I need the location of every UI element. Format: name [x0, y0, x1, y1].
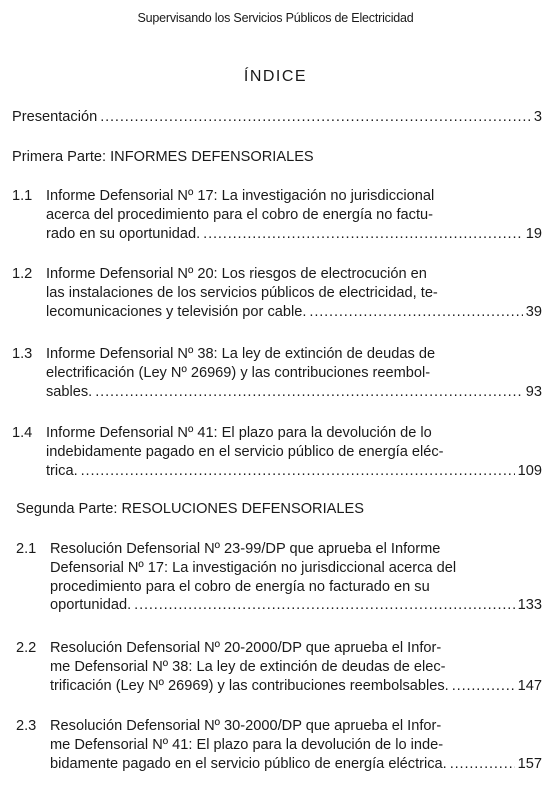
toc-entry-line: Defensorial Nº 17: La investigación no jurisdiccional acerca del [50, 559, 457, 576]
leader-dots [95, 383, 523, 402]
part-heading-1: Primera Parte: INFORMES DEFENSORIALES [12, 149, 314, 165]
leader-dots [100, 109, 531, 125]
toc-page-number: 109 [517, 462, 542, 479]
toc-entry-line: Resolución Defensorial Nº 20-2000/DP que aprueba el Infor- [50, 640, 442, 656]
toc-page-number: 133 [517, 597, 542, 614]
toc-entry-line: Informe Defensorial Nº 41: El plazo para la devolución de lo [46, 425, 432, 441]
toc-entry [12, 265, 542, 321]
toc-entry [16, 717, 542, 773]
toc-page-number: 93 [525, 383, 542, 400]
toc-page-number: 39 [525, 303, 542, 320]
toc-entry-line: Informe Defensorial Nº 20: Los riesgos de electrocución en [46, 266, 427, 282]
toc-entry-line: oportunidad. [50, 597, 132, 614]
toc-entry-number: 1.3 [12, 346, 33, 362]
toc-entry-line: me Defensorial Nº 41: El plazo para la devolución de lo inde- [50, 736, 444, 753]
toc-entry-line: acerca del procedimiento para el cobro de energía no factu- [46, 206, 433, 223]
toc-page-number: 3 [533, 109, 542, 125]
toc-entry [12, 187, 542, 243]
toc-entry [12, 424, 542, 480]
toc-entry-presentacion [12, 109, 542, 125]
toc-entry-number: 2.1 [16, 541, 37, 557]
toc-page-number: 147 [517, 677, 542, 694]
leader-dots [452, 677, 515, 696]
leader-dots [309, 303, 522, 322]
index-title: ÍNDICE [243, 68, 308, 85]
toc-entry-line: sables. [46, 383, 93, 400]
toc-entry-line: Resolución Defensorial Nº 30-2000/DP que aprueba el Infor- [50, 718, 442, 734]
toc-entry-number: 1.1 [12, 188, 33, 204]
toc-entry-number: 2.3 [16, 718, 37, 734]
toc-entry-line: Informe Defensorial Nº 17: La investigación no jurisdiccional [46, 188, 435, 204]
toc-entry-line: Resolución Defensorial Nº 23-99/DP que aprueba el Informe [50, 541, 441, 557]
toc-entry [16, 540, 542, 615]
toc-entry [12, 345, 542, 401]
toc-entry-line: indebidamente pagado en el servicio público de energía eléc- [46, 443, 444, 460]
leader-dots [203, 225, 523, 244]
part-heading-2: Segunda Parte: RESOLUCIONES DEFENSORIALES [16, 501, 364, 517]
toc-entry-line: rado en su oportunidad. [46, 225, 201, 242]
toc-entry-line: bidamente pagado en el servicio público de energía eléctrica. [50, 755, 447, 772]
toc-entry-number: 2.2 [16, 640, 37, 656]
leader-dots [450, 755, 515, 774]
toc-entry-line: Informe Defensorial Nº 38: La ley de extinción de deudas de [46, 346, 436, 362]
toc-page-number: 157 [517, 755, 542, 772]
leader-dots [81, 462, 515, 481]
running-header: Supervisando los Servicios Públicos de Electricidad [137, 11, 414, 25]
leader-dots [134, 596, 514, 615]
toc-entry-line: me Defensorial Nº 38: La ley de extinción de deudas de elec- [50, 658, 446, 675]
toc-entry-label: Presentación [12, 109, 98, 125]
toc-page-number: 19 [525, 225, 542, 242]
toc-entry-number: 1.4 [12, 425, 33, 441]
toc-entry-line: lecomunicaciones y televisión por cable. [46, 303, 307, 320]
toc-entry [16, 639, 542, 695]
toc-entry-number: 1.2 [12, 266, 33, 282]
toc-entry-line: procedimiento para el cobro de energía no facturado en su [50, 578, 430, 595]
toc-entry-line: trificación (Ley Nº 26969) y las contribuciones reembolsables. [50, 677, 449, 694]
toc-entry-line: trica. [46, 462, 78, 479]
toc-entry-line: electrificación (Ley Nº 26969) y las contribuciones reembol- [46, 364, 431, 381]
toc-entry-line: las instalaciones de los servicios públicos de electricidad, te- [46, 284, 438, 301]
